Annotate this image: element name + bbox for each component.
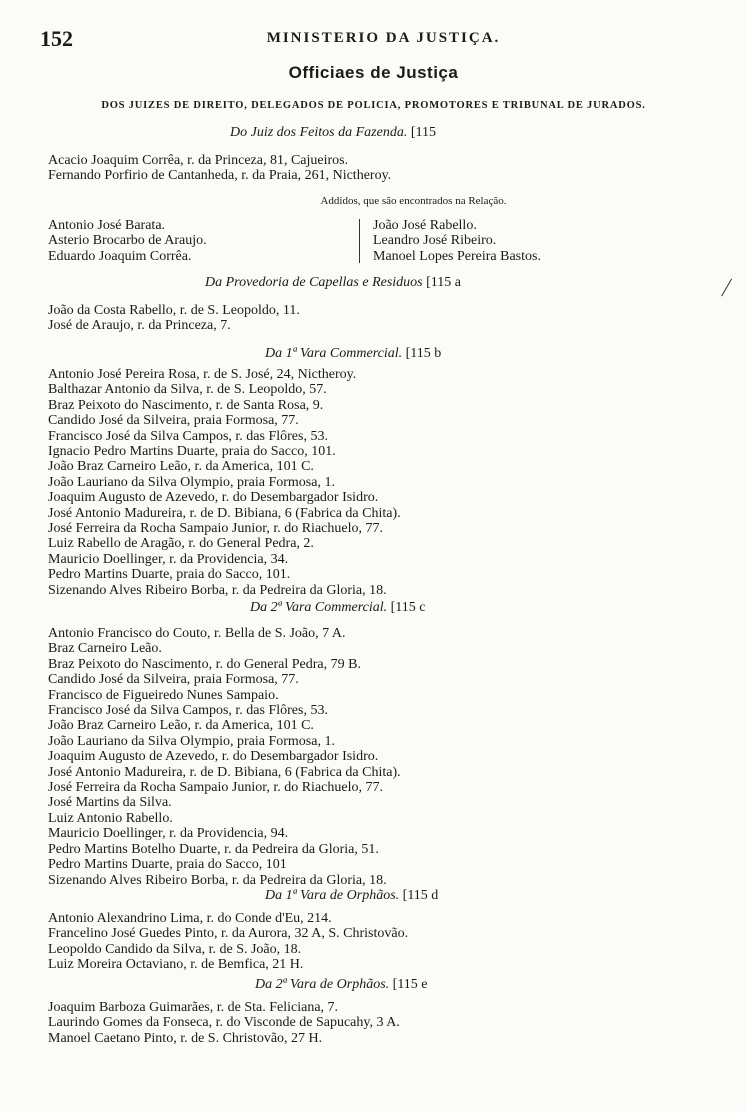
section-heading [0,977,747,993]
list-item: Francisco José da Silva Campos, r. das Flôres, 53. [48,703,328,719]
list-item: Braz Carneiro Leão. [48,641,162,657]
list-item: Pedro Martins Duarte, praia do Sacco, 101 [48,857,287,873]
section-heading-text: Da 1ª Vara Commercial. [265,346,403,361]
section-heading-text: Do Juiz dos Feitos da Fazenda. [230,125,408,140]
list-item: Ignacio Pedro Martins Duarte, praia do Sacco, 101. [48,444,336,460]
list-item: João Lauriano da Silva Olympio, praia Formosa, 1. [48,733,335,749]
section-ref: [115 b [405,346,442,361]
list-item: Joaquim Augusto de Azevedo, r. do Desembargador Isidro. [48,490,379,506]
list-item: Antonio Francisco do Couto, r. Bella de S. João, 7 A. [48,626,346,641]
list-item: José Antonio Madureira, r. de D. Bibiana, 6 (Fabrica da Chita). [48,505,401,521]
column-right [373,218,541,264]
section-entries [48,367,737,598]
list-item: João Lauriano da Silva Olympio, praia Formosa, 1. [48,474,335,490]
list-item: Joaquim Augusto de Azevedo, r. do Desembargador Isidro. [48,749,379,765]
page-title: Officiaes de Justiça [288,63,459,82]
list-item: José Antonio Madureira, r. de D. Bibiana, 6 (Fabrica da Chita). [48,764,401,780]
list-item: João Braz Carneiro Leão, r. da America, 101 C. [48,718,314,734]
section-heading-text: Da 1ª Vara de Orphãos. [265,888,400,903]
running-title: MINISTERIO DA JUSTIÇA. [266,30,501,46]
section-ref: [115 d [402,888,439,903]
list-item: Antonio José Barata. [48,218,166,233]
list-item: Sizenando Alves Ribeiro Borba, r. da Pedreira da Gloria, 18. [48,872,387,888]
section-ref: [115 e [392,977,428,992]
list-item: Balthazar Antonio da Silva, r. de S. Leopoldo, 57. [48,382,327,398]
section-note: Addidos, que são encontrados na Relação. [320,195,507,207]
list-item: Mauricio Doellinger, r. da Providencia, 34. [48,551,289,567]
list-item: Luiz Moreira Octaviano, r. de Bemfica, 21 H. [48,957,304,973]
list-item: Luiz Antonio Rabello. [48,810,173,826]
list-item: Antonio Alexandrino Lima, r. do Conde d'Eu, 214. [48,911,332,926]
list-item: José Martins da Silva. [48,795,172,811]
section-heading [0,346,747,362]
section-entries [48,153,737,184]
section-entries [48,1000,737,1046]
list-item: João da Costa Rabello, r. de S. Leopoldo, 11. [48,303,300,318]
list-item: João José Rabello. [373,218,477,233]
list-item: Francisco José da Silva Campos, r. das Flôres, 53. [48,428,328,444]
list-item: Acacio Joaquim Corrêa, r. da Princeza, 81, Cajueiros. [48,153,349,168]
list-item: João Braz Carneiro Leão, r. da America, 101 C. [48,459,314,475]
list-item: Manoel Caetano Pinto, r. de S. Christovão, 27 H. [48,1030,323,1046]
section-ref: [115 [410,125,436,140]
list-item: Pedro Martins Botelho Duarte, r. da Pedreira da Gloria, 51. [48,841,379,857]
page-subtitle: DOS JUIZES DE DIREITO, DELEGADOS DE POLICIA, PROMOTORES E TRIBUNAL DE JURADOS. [101,100,646,111]
section-entries [48,303,737,334]
column-divider [359,219,360,263]
list-item: Leopoldo Candido da Silva, r. de S. João, 18. [48,941,302,957]
list-item: Manoel Lopes Pereira Bastos. [373,248,541,264]
list-item: José Ferreira da Rocha Sampaio Junior, r. do Riachuelo, 77. [48,521,383,537]
section-heading-text: Da 2ª Vara de Orphãos. [255,977,390,992]
section-heading [0,888,747,904]
list-item: Candido José da Silveira, praia Formosa, 77. [48,413,299,429]
list-item: Braz Peixoto do Nascimento, r. do General Pedra, 79 B. [48,656,361,672]
section-entries [48,911,737,973]
list-item: Pedro Martins Duarte, praia do Sacco, 101. [48,567,291,583]
list-item: Sizenando Alves Ribeiro Borba, r. da Pedreira da Gloria, 18. [48,582,387,598]
section-ref: [115 c [390,600,426,615]
page-header [40,26,727,54]
list-item: Antonio José Pereira Rosa, r. de S. José, 24, Nictheroy. [48,367,357,382]
list-item: Candido José da Silveira, praia Formosa, 77. [48,672,299,688]
section-heading-text: Da 2ª Vara Commercial. [250,600,388,615]
list-item: Francisco de Figueiredo Nunes Sampaio. [48,687,279,703]
list-item: José de Araujo, r. da Princeza, 7. [48,318,231,334]
section-heading [0,125,747,141]
section-heading [0,275,747,291]
list-item: Mauricio Doellinger, r. da Providencia, 94. [48,826,289,842]
list-item: José Ferreira da Rocha Sampaio Junior, r. do Riachuelo, 77. [48,780,383,796]
list-item: Braz Peixoto do Nascimento, r. de Santa Rosa, 9. [48,397,324,413]
section-ref: [115 a [426,275,461,290]
section-heading-text: Da Provedoria de Capellas e Residuos [205,275,423,290]
list-item: Fernando Porfirio de Cantanheda, r. da Praia, 261, Nictheroy. [48,168,392,184]
list-item: Asterio Brocarbo de Araujo. [48,233,207,249]
list-item: Luiz Rabello de Aragão, r. do General Pedra, 2. [48,536,314,552]
page-number: 152 [40,26,73,51]
column-left [48,218,207,264]
list-item: Eduardo Joaquim Corrêa. [48,248,192,264]
list-item: Joaquim Barboza Guimarães, r. de Sta. Feliciana, 7. [48,1000,339,1015]
list-item: Laurindo Gomes da Fonseca, r. do Visconde de Sapucahy, 3 A. [48,1015,400,1031]
list-item: Leandro José Ribeiro. [373,233,497,249]
list-item: Francelino José Guedes Pinto, r. da Aurora, 32 A, S. Christovão. [48,926,409,942]
section-entries [48,626,737,888]
section-heading [0,600,747,616]
